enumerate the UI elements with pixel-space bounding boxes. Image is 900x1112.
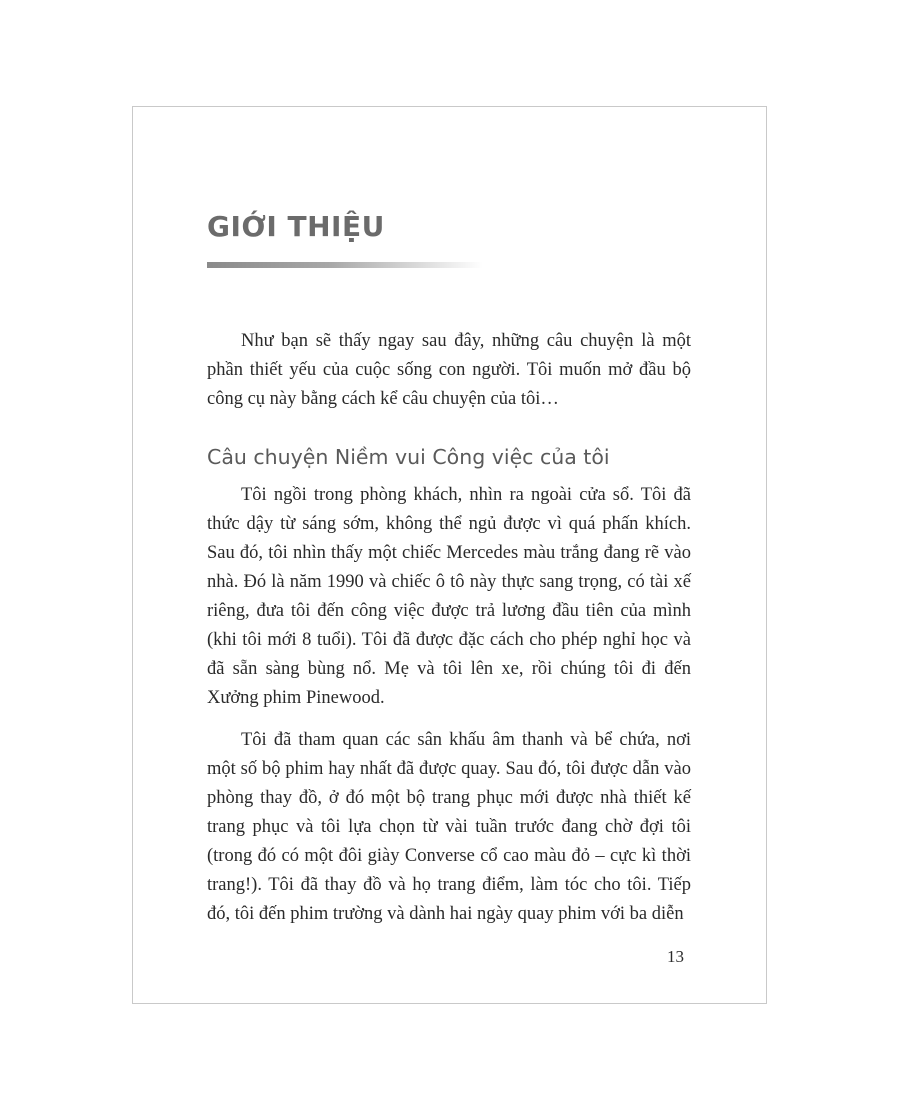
title-underline-rule (207, 262, 483, 268)
book-page (132, 106, 767, 1004)
story-paragraph-2: Tôi đã tham quan các sân khấu âm thanh và bể chứa, nơi một số bộ phim hay nhất đã được quay. Sau đó, tôi được dẫn vào phòng thay đồ, ở đó một bộ trang phục mới được nhà thiết kế trang phục và tôi lựa chọn từ vài tuần trước đang chờ đợi tôi (trong đó có một đôi giày Converse cổ cao màu đỏ – cực kì thời trang!). Tôi đã thay đồ và họ trang điểm, làm tóc cho tôi. Tiếp đó, tôi đến phim trường và dành hai ngày quay phim với ba diễn (207, 730, 691, 924)
chapter-title: GIỚI THIỆU (207, 210, 385, 243)
story-body (207, 481, 691, 929)
section-heading: Câu chuyện Niềm vui Công việc của tôi (207, 445, 610, 469)
page-number: 13 (667, 947, 684, 966)
story-paragraph-1: Tôi ngồi trong phòng khách, nhìn ra ngoài cửa sổ. Tôi đã thức dậy từ sáng sớm, không thể ngủ được vì quá phấn khích. Sau đó, tôi nhìn thấy một chiếc Mercedes màu trắng đang rẽ vào nhà. Đó là năm 1990 và chiếc ô tô này thực sang trọng, có tài xế riêng, đưa tôi đến công việc được trả lương đầu tiên của mình (khi tôi mới 8 tuổi). Tôi đã được đặc cách cho phép nghỉ học và đã sẵn sàng bùng nổ. Mẹ và tôi lên xe, rồi chúng tôi đi đến Xưởng phim Pinewood. (207, 485, 691, 708)
intro-paragraph: Như bạn sẽ thấy ngay sau đây, những câu chuyện là một phần thiết yếu của cuộc sống con người. Tôi muốn mở đầu bộ công cụ này bằng cách kể câu chuyện của tôi… (207, 331, 691, 409)
